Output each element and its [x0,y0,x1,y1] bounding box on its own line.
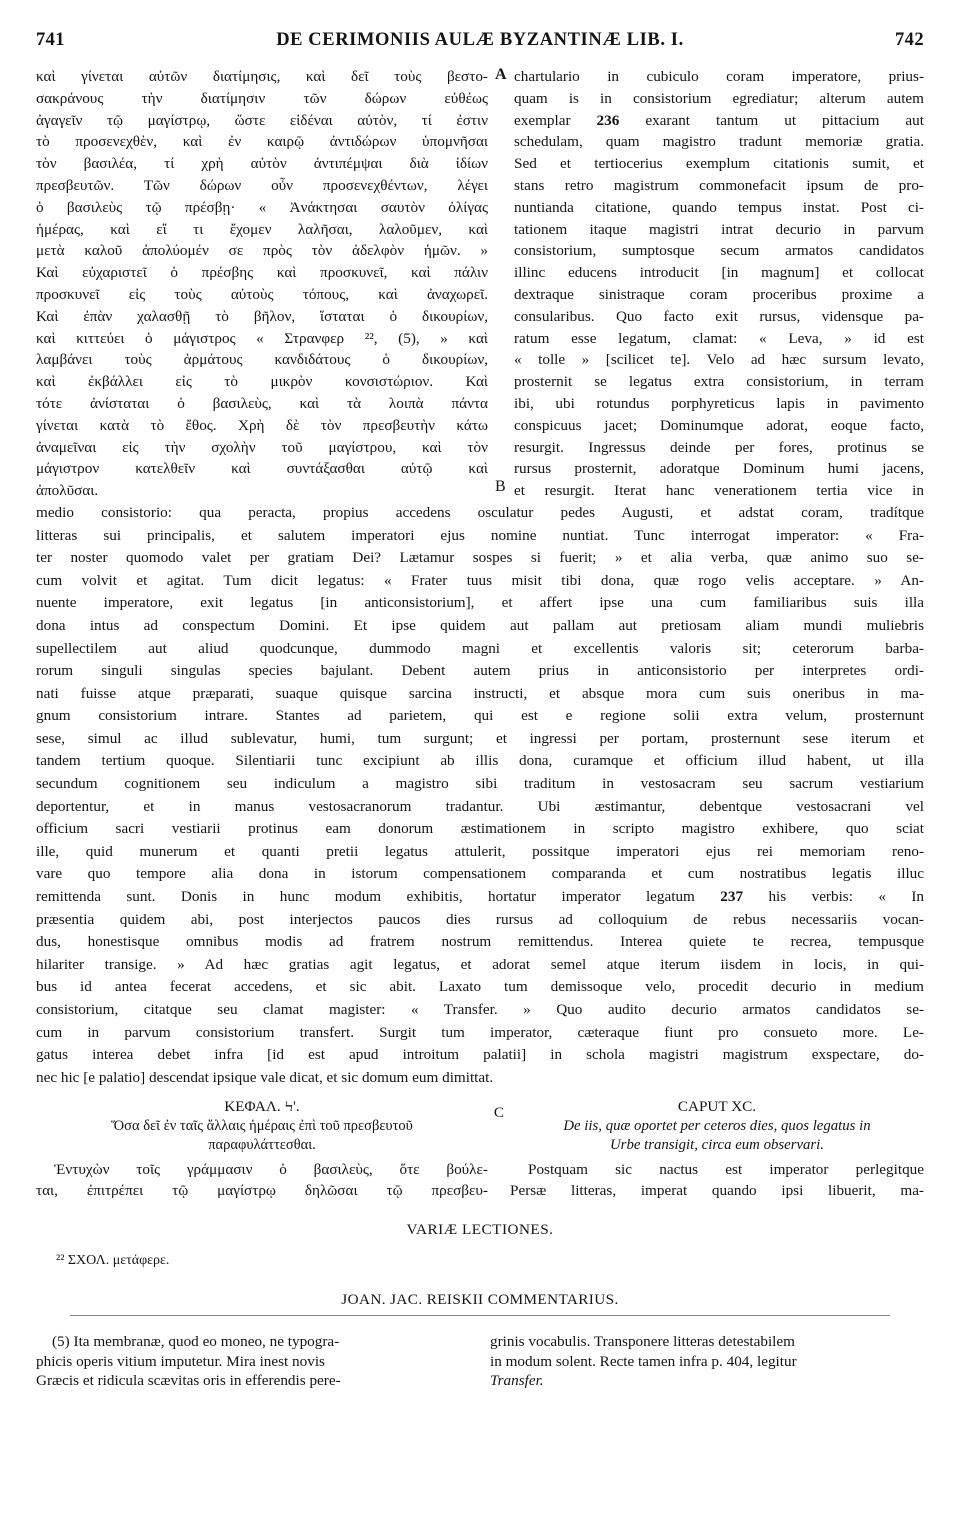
latin-text-line: nuntianda citatione, quando tempus instat. Post ci- [514,198,924,216]
latin-paragraph-line: cum in parvum consistorium transfert. Surgit tum imperator, cæteraque fiunt pro consueto more. Le- [36,1023,924,1041]
greek-text-line: τότε ἀνίσταται ὁ βασιλεὺς, καὶ τὰ λοιπὰ πάντα [36,394,488,412]
latin-paragraph-line: remittenda sunt. Donis in hunc modum exhibitis, hortatur imperator legatum 237 his verbis: « In [36,888,924,906]
latin-paragraph-line: deportentur, et in manus vestosacranorum tradantur. Ubi æstimantur, debentque vestosacrani vel [36,797,924,815]
latin-text-line: et resurgit. Iterat hanc venerationem tertia vice in [514,482,924,500]
latin-text-line: stans retro magistrum commonefacit ipsum de pro- [514,176,924,194]
latin-paragraph-line: secundum cognitionem seu indiculum a magistro sibi traditum in vestosacram seu sacrum vestiarium [36,775,924,793]
latin-paragraph-line: rorum singuli singulas species bajulant. Debent autem prius in anticonsistorio per interpretes ordi- [36,662,924,680]
latin-paragraph-line: nec hic [e palatio] descendat ipsique vale dicat, et sic domum eum dimittat. [36,1068,494,1086]
greek-text-line: γίνεται κατὰ τὸ ἔθος. Χρὴ δὲ τὸν πρεσβευτὴν κάτω [36,416,488,434]
latin-text-line: exemplar 236 exarant tantum ut pittacium aut [514,111,924,129]
latin-paragraph-line: officium sacri vestiarii protinus eam donorum æstimationem in scripto magistro exhibere, quo sciat [36,820,924,838]
chapter-text-row [36,1159,924,1201]
latin-chapter-line-1: Postquam sic nactus est imperator perlegitque [528,1161,924,1179]
greek-text-line: λαμβάνει τοὺς ἁρμάτους κανδιδάτους ὁ δικουρίων, [36,351,488,369]
latin-text-line: ibi, ubi rotundus porphyreticus lapis in pavimento [514,394,924,412]
latin-paragraph-line: dona intus ad conspectum Domini. Et ipse quidem aut pallam aut pretiosam aliam mundi muliebris [36,616,924,634]
latin-paragraph-line: bus id antea fecerat accedens, et sic abit. Laxato tum demissoque velo, procedit decurio in medium [36,978,924,996]
latin-text-line: tationem itaque magistri intrat decurio in parvum [514,220,924,238]
latin-paragraph-line: supellectilem aut aliud quodcunque, dummodo magni et excellentis valoris sit; ceterorum barba- [36,639,924,657]
parallel-text [36,66,924,502]
commentary-rule [70,1315,890,1316]
latin-paragraph-line: dus, honestisque omnibus modis ad fratrem nostrum remittendus. Interea quiete te recrea, tempusque [36,933,924,951]
latin-text-line: Sed et tertiocerius exemplum citationis sumit, et [514,155,924,173]
page-reference-number: 236 [596,111,620,129]
greek-text-line: ἀναμεῖναι εἰς τὴν σχολὴν τοῦ μαγίστρου, καὶ τὸν [36,438,488,456]
greek-text-line: καὶ κιττεύει ὁ μάγιστρος « Στρανφερ ²², (5), » καὶ [36,329,488,347]
latin-paragraph-line: sese, simul ac illud sublevatur, humi, tum surgunt; et ingressi per portam, prosternunt sese iterum et [36,729,924,747]
greek-text-line: καὶ γίνεται αὐτῶν διατίμησις, καὶ δεῖ τοὺς βεστο- [36,68,488,85]
greek-chapter-line-2: ται, ἐπιτρέπει τῷ μαγίστρῳ δηλῶσαι τῷ πρεσβευ- [36,1182,488,1200]
commentary-left-line: Græcis et ridicula scævitas oris in efferendis pere- [36,1372,341,1390]
latin-text-line: illinc educens introducit [in magnum] et collocat [514,264,924,282]
greek-column [36,66,492,502]
margin-marker-b: B [495,478,506,495]
greek-text-line: καὶ ἐκβάλλει εἰς τὸ μικρὸν κονσιστώριον. Καὶ [36,373,488,391]
latin-text-line: prosternit se legatus extra consistorium, in terram [514,373,924,391]
greek-text-line: ὁ βασιλεὺς τῷ πρέσβῃ· « Ἀνάκτησαι σαυτὸν ὀλίγας [36,198,488,216]
latin-paragraph-line: consistorium, citatque seu clamat magister: « Transfer. » Quo audito decurio armatos candidatos se- [36,1001,924,1018]
greek-chapter-line-1: Ἐντυχὼν τοῖς γράμμασιν ὁ βασιλεὺς, ὅτε βούλε- [54,1161,488,1179]
greek-text-line: σακράνους τὴν διατίμησιν τῶν δώρων εὐθέως [36,89,488,107]
right-page-number: 742 [895,30,924,50]
latin-paragraph-line: ille, quid munerum et quanti pretii legatus attulerit, possitque imperatori ejus rei memoriam reno- [36,842,924,860]
latin-column [514,66,924,502]
latin-paragraph-line: hilariter transige. » Ad hæc gratias agit legatus, et adorat semel atque iterum iisdem in locis, in qui- [36,955,924,973]
greek-text-line: Καὶ εὐχαριστεῖ ὁ πρέσβης καὶ προσκυνεῖ, καὶ πάλιν [36,264,488,282]
left-page-number: 741 [36,30,65,50]
commentary-right-line: in modum solent. Recte tamen infra p. 404, legitur [490,1352,797,1370]
running-header [36,30,924,60]
latin-paragraph-line: nati fuisse atque præparati, suaque quisque sarcina instructi, et absque mora cum suis oneribus in ma- [36,684,924,702]
chapter-heading-row [36,1097,924,1155]
commentary-text [36,1332,924,1391]
commentary-heading: JOAN. JAC. REISKII COMMENTARIUS. [341,1291,619,1309]
margin-marker-c: C [493,1104,505,1122]
latin-text-line: ratum esse legatum, clamat: « Leva, » id est [514,329,924,347]
latin-chapter-line-2: Persæ litteras, imperat quando ipsi libuerit, ma- [510,1182,924,1200]
latin-paragraph-line: nuente imperatore, exit legatus [in anticonsistorium], et affert ipse una cum familiaribus suis illa [36,594,924,612]
greek-text-line: πρεσβευτῶν. Τῶν δώρων οὖν προσενεχθέντων, λέγει [36,176,488,194]
latin-text-line: schedulam, quam magistro tradunt memoriæ gratia. [514,133,924,151]
latin-paragraph-line: litteras sui principalis, et salutem imperatori ejus nomine nuntiat. Tunc interrogat imperator: « Fra- [36,526,924,544]
latin-text-line: chartulario in cubiculo coram imperatore, prius- [514,68,924,85]
latin-text-line: resurgit. Ingressus deinde per fores, protinus se [514,438,924,456]
greek-text-line: μάγιστρον κατελθεῖν καὶ συντάξασθαι αὐτῷ καὶ [36,460,488,478]
commentary-left-column [36,1332,476,1391]
latin-text-line: consularibus. Quo facto exit rursus, vidensque pa- [514,307,924,325]
greek-chapter-subtitle-2: παραφυλάττεσθαι. [208,1137,316,1154]
latin-paragraph-line: præsentia quidem abi, post interjectos paucos dies rursus ad colloquium de rebus necessariis vocan- [36,910,924,928]
variant-reading-note: ²² ΣΧΟΛ. μετάφερε. [56,1253,170,1269]
greek-text-line: ἀγαγεῖν τῷ μαγίστρῳ, ὥστε εἰδέναι αὐτὸν, τί ἐστιν [36,111,488,129]
commentary-left-line: (5) Ita membranæ, quod eo moneo, ne typogra- [52,1333,340,1351]
latin-chapter-subtitle-1: De iis, quæ oportet per ceteros dies, quos legatus in [563,1118,871,1135]
commentary-right-line: Transfer. [490,1372,544,1390]
greek-text-line: ἀπολῦσαι. [36,482,99,500]
page-reference-number: 237 [720,888,744,906]
running-title: DE CERIMONIIS AULÆ BYZANTINÆ LIB. I. [276,30,684,50]
latin-text-line: dextraque sinistraque coram proceribus proxime a [514,285,924,303]
latin-text-line: « tolle » [scilicet te]. Velo ad hæc sursum levato, [514,351,924,369]
full-width-latin-text [36,502,924,1089]
latin-paragraph-line: vare quo tempore alia dona in istorum compensationem comparanda et cum nostratibus legatis illuc [36,865,924,883]
greek-chapter-heading: ΚΕΦΑΛ. Ϟ'. [224,1098,300,1116]
latin-paragraph-line: gatus interea debet infra [id est apud introitum palatii] in schola magistri magistrum exspectare, do- [36,1046,924,1064]
greek-text-line: τὸν βασιλέα, τί χρὴ αὐτὸν ἀντιπέμψαι διὰ ἰδίων [36,155,488,173]
latin-text-line: rursus prosternit, adoratque Dominum humi jacens, [514,460,924,478]
greek-text-line: προσκυνεῖ εἰς τοὺς αὐτοὺς τόπους, καὶ ἀναχωρεῖ. [36,285,488,303]
latin-paragraph-line: ter noster quomodo valet per gratiam Dei? Lætamur sospes si fuerit; » et alia verba, quæ animo suo se- [36,549,924,567]
latin-text-line: consistorium, sumptosque secum armatos candidatos [514,242,924,260]
greek-text-line: Καὶ ἐπὰν χαλασθῇ τὸ βῆλον, ἵσταται ὁ δικουρίων, [36,307,488,325]
latin-paragraph-line: medio consistorio: qua peracta, propius accedens osculatur pedes Augusti, et adstat coram, tradítque [36,503,924,521]
greek-chapter-subtitle-1: Ὅσα δεῖ ἐν ταῖς ἄλλαις ἡμέραις ἐπὶ τοῦ πρεσβευτοῦ [111,1118,413,1135]
latin-text-line: conspicuus jacet; Dominumque adorat, eoque facto, [514,416,924,434]
latin-chapter-subtitle-2: Urbe transigit, circa eum observari. [610,1137,824,1154]
latin-chapter-heading: CAPUT XC. [677,1098,757,1116]
latin-text-line: quam is in consistorium egrediatur; alterum autem [514,89,924,107]
latin-paragraph-line: gnum consistorium intrare. Stantes ad parietem, qui est e regione solii extra velum, prosternunt [36,707,924,725]
page [36,30,924,1391]
commentary-left-line: phicis operis vitium imputetur. Mira inest novis [36,1352,325,1370]
greek-text-line: μετὰ καλοῦ ἀπολύομέν σε πρὸς τὸν ἀδελφὸν ἡμῶν. » [36,242,488,260]
variae-lectiones-heading: VARIÆ LECTIONES. [406,1221,554,1239]
greek-text-line: τὸ προσενεχθὲν, καὶ ἐν καιρῷ ἀντιδώρων ὑπομνῆσαι [36,133,488,151]
margin-markers [492,66,514,502]
greek-text-line: ἡμέρας, καὶ εἴ τι ἔχομεν λαλῆσαι, λαλοῦμεν, καὶ [36,220,488,238]
commentary-right-line: grinis vocabulis. Transponere litteras detestabilem [490,1333,795,1351]
latin-paragraph-line: cum volvit et agitat. Tum dicit legatus: « Frater tuus misit tibi dona, quæ rogo velis acceptare. » An- [36,571,924,589]
latin-paragraph-line: tandem tertium quoque. Silentiarii tunc excipiunt ab illis dona, curamque et officium illud habent, ut illa [36,752,924,770]
commentary-right-column [490,1332,910,1391]
margin-marker-a: A [495,66,507,83]
